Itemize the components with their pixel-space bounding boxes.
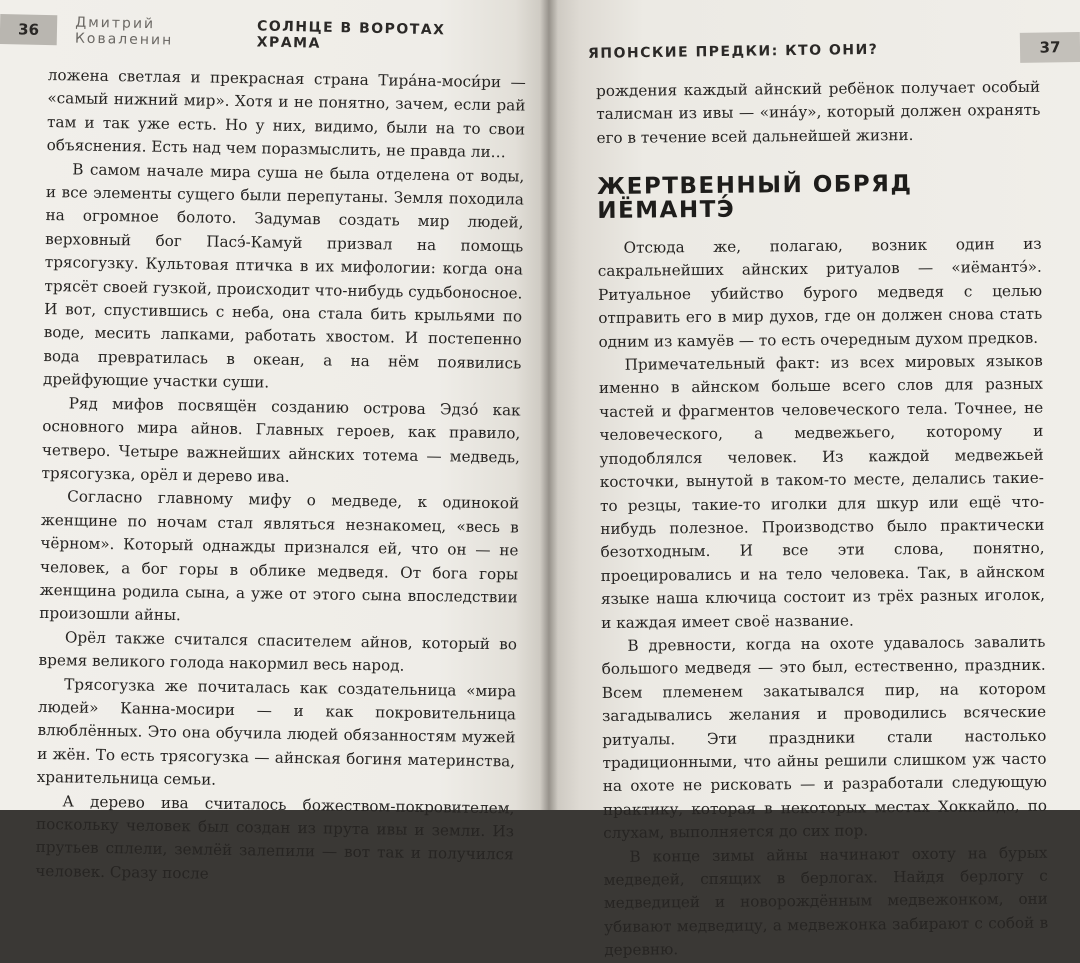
author-name: Дмитрий Коваленин bbox=[74, 14, 174, 49]
paragraph: А дерево ива считалось божеством-покровителем, поскольку человек был создан из прута ивы и земли. Из прутьев сплели, землёй залепили — вот так и получился человек. Сразу после bbox=[35, 791, 515, 883]
left-page bbox=[0, 0, 548, 883]
paragraph: Орёл также считался спасителем айнов, который во время великого голода накормил весь народ. bbox=[38, 628, 518, 675]
paragraph: рождения каждый айнский ребёнок получает особый талисман из ивы — «ина́у», который должен охранять его в течение всей дальнейшей жизни. bbox=[596, 77, 1041, 147]
paragraph: В древности, когда на охоте удавалось завалить большого медведя — это был, естественно, праздник. Всем племенем закатывался пир, на котором загадывались желания и проводились всяческие ритуалы. Эти праздники стали настолько традиционными, что айны решили слишком уж часто на охоте не рисковать — и разработали следующую практику, которая в некоторых местах Хоккайдо, по слухам, выполняется до сих пор. bbox=[601, 632, 1048, 843]
paragraph: Согласно главному мифу о медведе, к одинокой женщине по ночам стал являться незнакомец, «весь в чёрном». Который однажды признался ей, что он — не человек, а бог горы в облике медведя. От бога горы женщина родила сына, а уже от этого сына впоследствии произошли айны. bbox=[39, 487, 520, 625]
paragraph: Трясогузка же почиталась как создательница «мира людей» Канна-мосири — и как покровительница влюблённых. Это она обучила людей обязанностям мужей и жён. То есть трясогузка — айнская богиня материнства, хранительница семьи. bbox=[36, 674, 517, 789]
paragraph: ложена светлая и прекрасная страна Тира́на-моси́ри — «самый нижний мир». Хотя и не понятно, зачем, если рай там и так уже есть. Но у них, видимо, были на то свои объяснения. Есть над чем поразмыслить, не правда ли… bbox=[46, 65, 526, 162]
right-running-header bbox=[588, 32, 1080, 69]
paragraph: Отсюда же, полагаю, возник один из сакральнейших айнских ритуалов — «иёмантэ́». Ритуальное убийство бурого медведя с целью отправить его в мир духов, где он должен снова стать одним из камуёв — то есть очередным духом предков. bbox=[597, 234, 1043, 351]
paragraph: В конце зимы айны начинают охоту на бурых медведей, спящих в берлогах. Найдя берлогу с медведицей и новорождённым медвежонком, они убивают медведицу, а медвежонка забирают с собой в деревню. bbox=[603, 843, 1049, 960]
right-page-text bbox=[596, 76, 1048, 963]
paragraph: В самом начале мира суша не была отделена от воды, и все элементы сущего были перепутаны. Земля походила на огромное болото. Задумав создать мир людей, верховный бог Пасэ́-Камуй призвал на помощь трясогузку. Культовая птичка в их мифологии: когда она трясёт своей гузкой, происходит что-нибудь судьбоносное. И вот, спустившись с неба, она стала бить крыльями по воде, месить лапками, работать хвостом. И постепенно вода превратилась в океан, а на нём появились дрейфующие участки суши. bbox=[42, 160, 525, 392]
paragraph: Примечательный факт: из всех мировых языков именно в айнском больше всего слов для разных частей и фрагментов человеческого тела. Точнее, не человеческого, а медвежьего, которому и уподоблялся человек. Из каждой медвежьей косточки, вынутой в таком-то месте, делались такие-то резцы, такие-то иголки для шкур или ещё что-нибудь полезное. Производство было практически безотходным. И все эти слова, понятно, проецировались и на тело человека. Так, в айнском языке наша ключица состоит из трёх разных иголок, и каждая имеет своё название. bbox=[598, 351, 1046, 632]
section-title: ЯПОНСКИЕ ПРЕДКИ: КТО ОНИ? bbox=[587, 41, 879, 62]
paragraph: Ряд мифов посвящён созданию острова Эдзо́ как основного мира айнов. Главных героев, как правило, четверо. Четыре важнейших айнских тотема — медведь, трясогузка, орёл и дерево ива. bbox=[41, 394, 521, 486]
chapter-heading: ЖЕРТВЕННЫЙ ОБРЯД ИЁМАНТЭ́ bbox=[596, 171, 913, 224]
right-page bbox=[548, 0, 1080, 960]
book-title: СОЛНЦЕ В ВОРОТАХ ХРАМА bbox=[256, 18, 446, 52]
page-number-left: 36 bbox=[0, 14, 57, 45]
left-page-text bbox=[35, 64, 526, 891]
left-running-header bbox=[0, 14, 530, 55]
page-number-right: 37 bbox=[1020, 32, 1080, 63]
